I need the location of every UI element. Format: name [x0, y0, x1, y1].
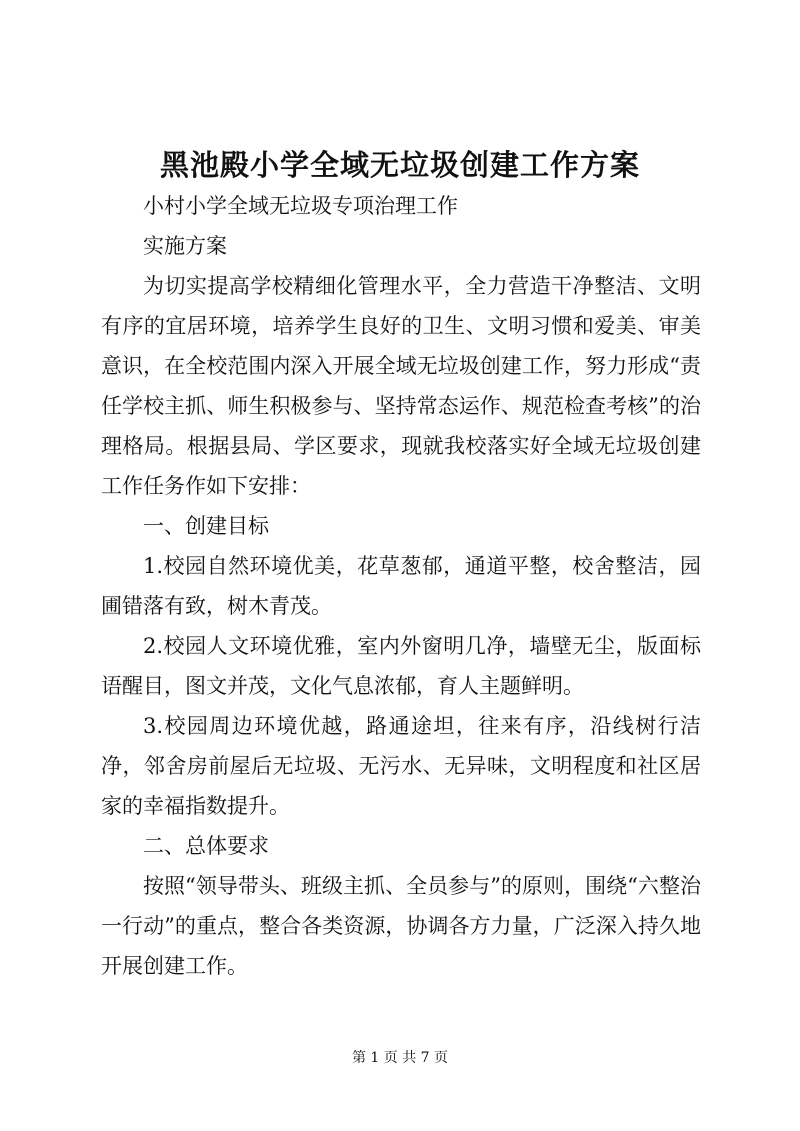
- page-number-footer: 第 1 页 共 7 页: [351, 1050, 449, 1066]
- section-heading-requirements: 二、总体要求: [143, 834, 269, 858]
- goal-item-1: 1.校园自然环境优美，花草葱郁，通道平整，校舍整洁，园圃错落有致，树木青茂。: [101, 554, 701, 618]
- goal-item-3: 3.校园周边环境优越，路通途坦，往来有序，沿线树行洁净，邻舍房前屋后无垃圾、无污水、无异味，文明程度和社区居家的幸福指数提升。: [101, 714, 701, 818]
- goal-item-2: 2.校园人文环境优雅，室内外窗明几净，墙壁无尘，版面标语醒目，图文并茂，文化气息浓郁，育人主题鲜明。: [101, 634, 701, 698]
- document-title: 黑池殿小学全域无垃圾创建工作方案: [159, 148, 640, 182]
- section-heading-goals: 一、创建目标: [143, 514, 269, 538]
- requirements-paragraph: 按照“领导带头、班级主抓、全员参与”的原则，围绕“六整治一行动”的重点，整合各类资源，协调各方力量，广泛深入持久地开展创建工作。: [101, 874, 701, 978]
- subtitle-line-2: 实施方案: [143, 234, 227, 258]
- document-body: [101, 186, 701, 986]
- subtitle-line-1: 小村小学全域无垃圾专项治理工作: [143, 194, 458, 218]
- intro-paragraph: 为切实提高学校精细化管理水平，全力营造干净整洁、文明有序的宜居环境，培养学生良好的卫生、文明习惯和爱美、审美意识，在全校范围内深入开展全域无垃圾创建工作，努力形成“责任学校主抓、师生积极参与、坚持常态运作、规范检查考核”的治理格局。根据县局、学区要求，现就我校落实好全域无垃圾创建工作任务作如下安排：: [101, 274, 701, 498]
